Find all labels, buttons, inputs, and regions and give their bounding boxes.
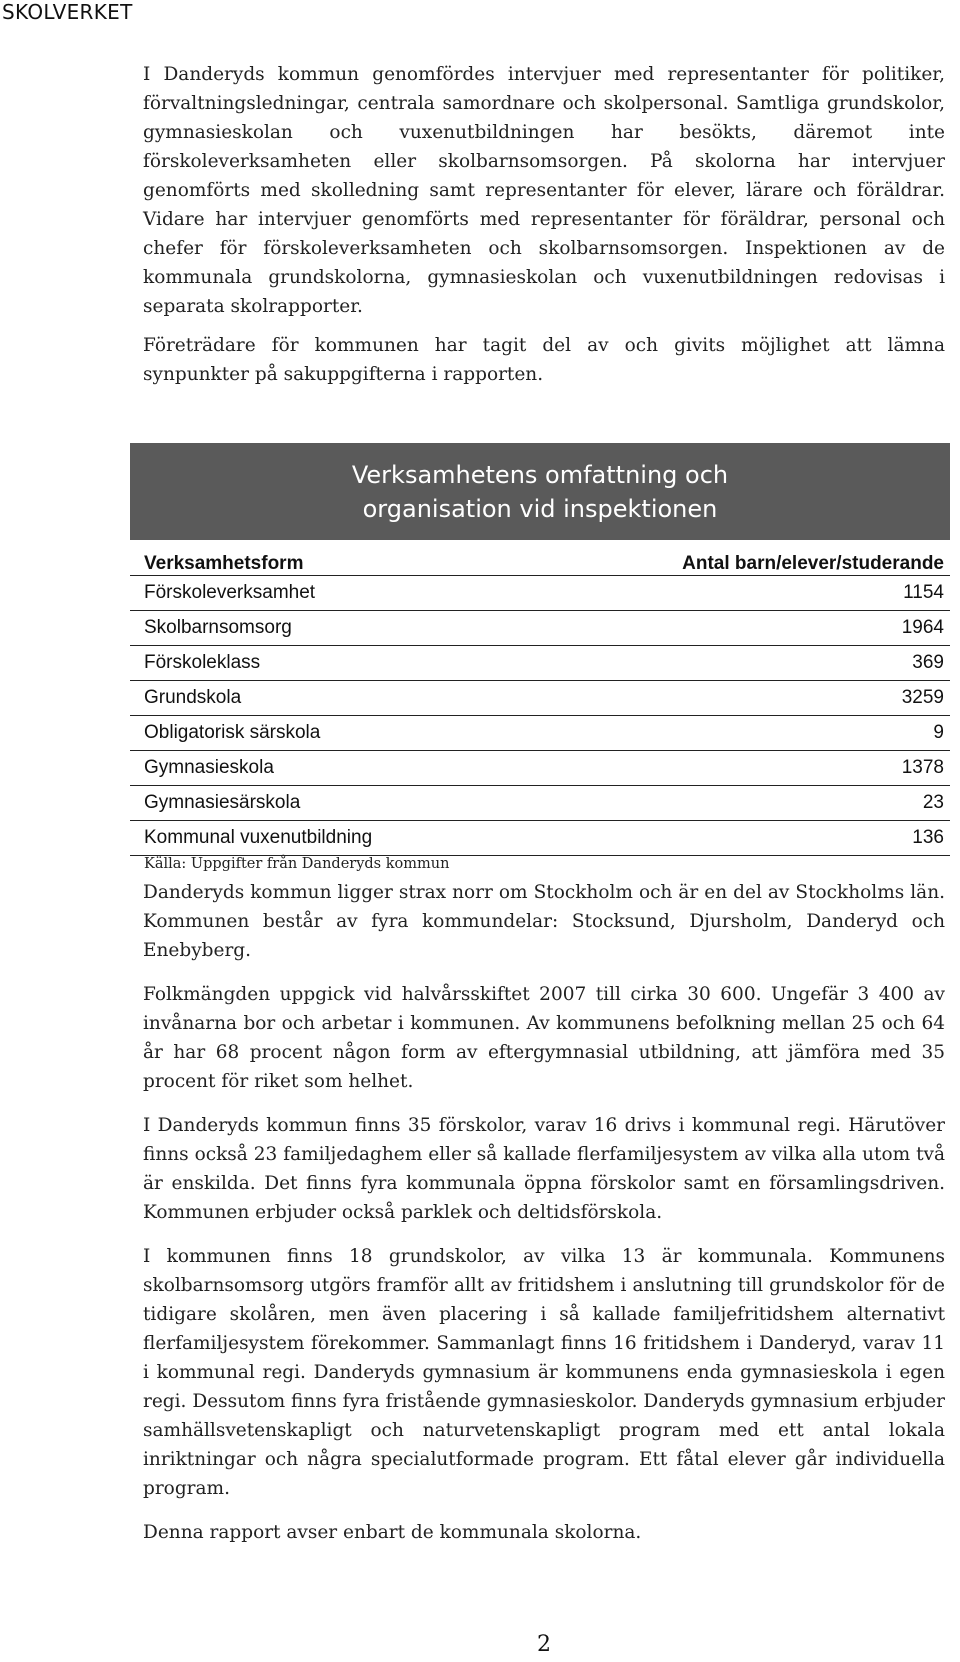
table-row	[130, 821, 950, 856]
row-value: 369	[912, 652, 944, 673]
intro-paragraph: I Danderyds kommun genomfördes intervjuer med representanter för politiker, förvaltningsledningar, centrala samordnare och skolpersonal. Samtliga grundskolor, gymnasieskolan och vuxenutbildningen har besökts, däremot inte förskoleverksamheten eller skolbarnsomsorgen. På skolorna har intervjuer genomförts med skolledning samt representanter för elever, lärare och föräldrar. Vidare har intervjuer genomförts med representanter för föräldrar, personal och chefer för förskoleverksamheten och skolbarnsomsorgen. Inspektionen av de kommunala grundskolorna, gymnasieskolan och vuxenutbildningen redovisas i separata skolrapporter.	[143, 64, 945, 317]
row-value: 3259	[901, 687, 944, 708]
table-row	[130, 611, 950, 646]
row-label: Obligatorisk särskola	[144, 722, 321, 743]
row-label: Förskoleverksamhet	[144, 582, 316, 603]
table-title-line: Verksamhetens omfattning och	[351, 460, 729, 489]
table-row	[130, 716, 950, 751]
table-header-row	[130, 540, 950, 576]
column-header-count: Antal barn/elever/studerande	[682, 553, 944, 574]
row-value: 1964	[901, 617, 944, 638]
page-number: 2	[537, 1632, 551, 1657]
body-paragraph: I Danderyds kommun finns 35 förskolor, varav 16 drivs i kommunal regi. Härutöver finns också 23 familjedaghem eller så kallade flerfamiljesystem av vilka alla utom två är enskilda. Det finns fyra kommunala öppna förskolor samt en församlingsdriven. Kommunen erbjuder också parklek och deltidsförskola.	[143, 1115, 945, 1223]
table-row	[130, 681, 950, 716]
statistics-table	[130, 540, 950, 856]
intro-paragraph: Företrädare för kommunen har tagit del av och givits möjlighet att lämna synpunkter på sakuppgifterna i rapporten.	[143, 335, 945, 385]
row-label: Förskoleklass	[144, 652, 261, 673]
table-row	[130, 576, 950, 611]
row-label: Skolbarnsomsorg	[144, 617, 292, 638]
row-value: 1378	[901, 757, 944, 778]
row-label: Gymnasiesärskola	[144, 792, 301, 813]
body-paragraph: I kommunen finns 18 grundskolor, av vilka 13 är kommunala. Kommunens skolbarnsomsorg utgörs framför allt av fritidshem i anslutning till grundskolor för de tidigare skolåren, men även placering i så kallade familjefritidshem alternativt flerfamiljesystem förekommer. Sammanlagt finns 16 fritidshem i Danderyd, varav 11 i kommunal regi. Danderyds gymnasium är kommunens enda gymnasieskola i egen regi. Dessutom finns fyra fristående gymnasieskolor. Danderyds gymnasium erbjuder samhällsvetenskapligt och naturvetenskapligt program med ett antal lokala inriktningar och några specialutformade program. Ett fåtal elever går individuella program.	[143, 1246, 945, 1499]
row-label: Kommunal vuxenutbildning	[144, 827, 373, 848]
body-paragraph: Danderyds kommun ligger strax norr om Stockholm och är en del av Stockholms län. Kommunen består av fyra kommundelar: Stocksund, Djursholm, Danderyd och Enebyberg.	[143, 882, 945, 961]
body-paragraph: Denna rapport avser enbart de kommunala skolorna.	[143, 1522, 642, 1543]
row-label: Gymnasieskola	[144, 757, 274, 778]
table-title	[130, 443, 950, 540]
table-title-line: organisation vid inspektionen	[362, 494, 718, 523]
body-section	[143, 878, 945, 1547]
row-label: Grundskola	[144, 687, 242, 708]
intro-section	[143, 60, 945, 389]
column-header-form: Verksamhetsform	[144, 553, 304, 574]
row-value: 9	[933, 722, 944, 743]
table-source: Källa: Uppgifter från Danderyds kommun	[144, 856, 450, 872]
table-row	[130, 646, 950, 681]
body-paragraph: Folkmängden uppgick vid halvårsskiftet 2007 till cirka 30 600. Ungefär 3 400 av invånarna bor och arbetar i kommunen. Av kommunens befolkning mellan 25 och 64 år har 68 procent någon form av eftergymnasial utbildning, att jämföra med 35 procent för riket som helhet.	[143, 984, 945, 1092]
row-value: 23	[922, 792, 944, 813]
header-title: SKOLVERKET	[2, 0, 133, 24]
row-value: 136	[912, 827, 944, 848]
table-row	[130, 751, 950, 786]
table-row	[130, 786, 950, 821]
row-value: 1154	[903, 582, 944, 603]
